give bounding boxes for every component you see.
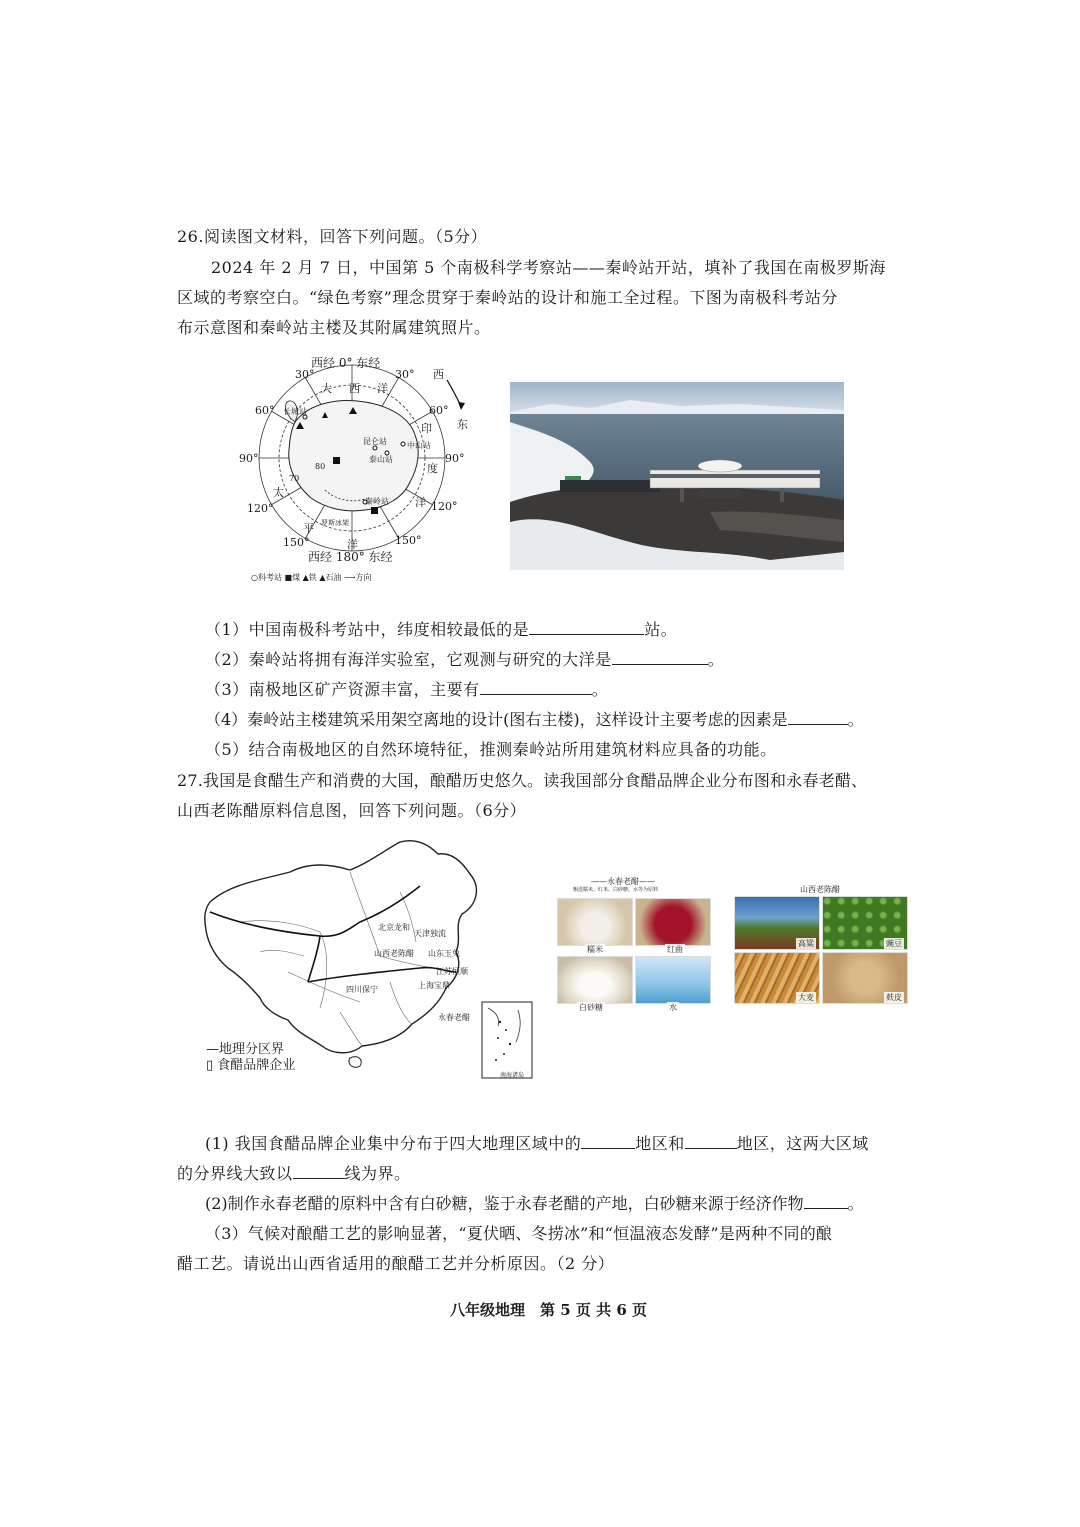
map-legend bbox=[251, 572, 372, 583]
ocean-char-1: 大 bbox=[321, 382, 332, 395]
q27-q1-blank-2[interactable] bbox=[685, 1134, 737, 1149]
legend-oil-icon: ▲ bbox=[319, 573, 326, 582]
shanxi-title: 山西老陈醋 bbox=[800, 885, 840, 894]
yongchun-title: ——永春老醋—— bbox=[591, 877, 655, 886]
q26-intro-line-1: 2024 年 2 月 7 日，中国第 5 个南极科学考察站——秦岭站开站，填补了我国在南极罗斯海 bbox=[211, 258, 886, 277]
q27-q2-blank[interactable] bbox=[804, 1194, 848, 1209]
tile-bran-label: 麸皮 bbox=[886, 993, 902, 1002]
tile-white-sugar bbox=[557, 956, 633, 1004]
tile-water-label: 水 bbox=[669, 1003, 677, 1012]
q27-q1-blank-3[interactable] bbox=[293, 1164, 345, 1179]
q26-question-4 bbox=[205, 709, 864, 731]
q26-title: 26.阅读图文材料，回答下列问题。（5分） bbox=[177, 227, 488, 246]
tile-red-yeast bbox=[635, 898, 711, 946]
ocean-char-3: 洋 bbox=[377, 382, 388, 395]
qinling-photo-graphic bbox=[510, 382, 844, 570]
lon-label-60w: 60° bbox=[255, 404, 275, 417]
brand-jiangsu: 江苏恒顺 bbox=[436, 967, 468, 976]
q26-q3-answer-blank[interactable] bbox=[480, 680, 592, 695]
q26-question-5: （5）结合南极地区的自然环境特征，推测秦岭站所用建筑材料应具备的功能。 bbox=[205, 740, 777, 759]
ocean-char-9: 洋 bbox=[347, 538, 358, 551]
page-footer: 八年级地理 第 5 页 共 6 页 bbox=[450, 1301, 647, 1319]
brand-shanghai: 上海宝鼎 bbox=[418, 981, 450, 990]
lat-label-80: 80 bbox=[315, 462, 326, 471]
q26-q4-answer-blank[interactable] bbox=[788, 710, 848, 725]
qinling-station-photo bbox=[510, 382, 844, 570]
q26-question-2 bbox=[205, 649, 724, 671]
compass-west: 西 bbox=[433, 368, 444, 381]
legend-coal-icon: ■ bbox=[284, 573, 293, 582]
q26-q3-text: （3）南极地区矿产资源丰富，主要有 bbox=[205, 680, 480, 699]
q27-question-2 bbox=[205, 1193, 864, 1215]
brand-tianjin: 天津独流 bbox=[414, 929, 446, 938]
lon-label-150w: 150° bbox=[283, 536, 310, 549]
tile-barley-label: 大麦 bbox=[798, 993, 814, 1002]
ocean-char-4: 印 bbox=[421, 422, 432, 435]
legend-direction-icon: ⟶ bbox=[344, 573, 356, 582]
tile-water bbox=[635, 956, 711, 1004]
q27-q2-text: (2)制作永春老醋的原料中含有白砂糖，鉴于永春老醋的产地，白砂糖来源于经济作物 bbox=[205, 1194, 804, 1213]
ocean-char-2: 西 bbox=[349, 382, 360, 395]
legend-iron-icon: ▲ bbox=[302, 573, 309, 582]
brand-shanxi: 山西老陈醋 bbox=[374, 949, 414, 958]
station-zhongshan: 中山站 bbox=[407, 441, 431, 450]
map-bottom-label: 西经 180° 东经 bbox=[308, 550, 393, 564]
q26-question-1 bbox=[205, 619, 677, 641]
lon-label-60e: 60° bbox=[429, 404, 449, 417]
map-inset-label: 南海诸岛 bbox=[500, 1072, 525, 1079]
q26-q4-text: （4）秦岭站主楼建筑采用架空离地的设计(图右主楼)，这样设计主要考虑的因素是 bbox=[205, 710, 788, 729]
brand-sichuan: 四川保宁 bbox=[346, 985, 378, 994]
lon-label-150e: 150° bbox=[395, 534, 422, 547]
q27-title-line-1: 27.我国是食醋生产和消费的大国，酿醋历史悠久。读我国部分食醋品牌企业分布图和永春老醋、 bbox=[177, 771, 868, 790]
lon-label-30e: 30° bbox=[395, 368, 415, 381]
lon-label-30w: 30° bbox=[295, 368, 315, 381]
q26-intro-line-2: 区域的考察空白。“绿色考察”理念贯穿于秦岭站的设计和施工全过程。下图为南极科考站分 bbox=[177, 288, 838, 307]
legend-boundary-icon: — bbox=[206, 1042, 219, 1057]
q26-q2-text: （2）秦岭站将拥有海洋实验室，它观测与研究的大洋是 bbox=[205, 650, 612, 669]
q27-q1-blank-1[interactable] bbox=[581, 1134, 635, 1149]
tile-pea-label: 豌豆 bbox=[886, 939, 902, 948]
legend-boundary: 地理分区界 bbox=[219, 1042, 285, 1057]
tile-glutinous-rice-label: 糯米 bbox=[587, 945, 603, 954]
legend-direction: 方向 bbox=[355, 573, 372, 582]
legend-brand: 食醋品牌企业 bbox=[217, 1058, 296, 1073]
q27-question-1-line-1 bbox=[205, 1133, 869, 1155]
map-top-label: 西经 0° 东经 bbox=[311, 356, 381, 370]
q27-q1-text-a: (1) 我国食醋品牌企业集中分布于四大地理区域中的 bbox=[205, 1134, 582, 1153]
legend-coal: 煤 bbox=[292, 573, 301, 582]
lat-label-70: 70 bbox=[289, 474, 300, 483]
shanxi-ingredients-panel bbox=[732, 884, 908, 1006]
q27-question-3-line-1: （3）气候对酿醋工艺的影响显著，“夏伏晒、冬捞冰”和“恒温液态发酵”是两种不同的酿 bbox=[205, 1224, 833, 1243]
legend-oil: 石油 bbox=[325, 573, 342, 582]
station-taishan: 泰山站 bbox=[369, 455, 393, 464]
brand-beijing: 北京龙和 bbox=[378, 923, 410, 932]
legend-station: 科考站 bbox=[257, 573, 282, 582]
lon-label-120e: 120° bbox=[431, 500, 458, 513]
china-map-legend bbox=[206, 1042, 295, 1074]
q26-q2-answer-blank[interactable] bbox=[612, 650, 708, 665]
q27-title-line-2: 山西老陈醋原料信息图，回答下列问题。（6分） bbox=[177, 801, 527, 820]
q26-q1-text: （1）中国南极科考站中，纬度相较最低的是 bbox=[205, 620, 530, 639]
china-vinegar-map bbox=[200, 832, 540, 1094]
q27-question-3-line-2: 醋工艺。请说出山西省适用的酿醋工艺并分析原因。（2 分） bbox=[177, 1254, 615, 1273]
antarctic-station-map bbox=[215, 350, 485, 590]
yongchun-subtitle: 甄选糯米、红米、白砂糖、水等为原料 bbox=[573, 887, 659, 893]
station-changcheng: 长城站 bbox=[283, 407, 307, 416]
q26-q3-suffix: 。 bbox=[591, 680, 609, 699]
q27-q1-text-b: 地区和 bbox=[635, 1134, 685, 1153]
brand-shandong: 山东玉兔 bbox=[428, 949, 460, 958]
q27-q1-text-e: 线为界。 bbox=[344, 1164, 411, 1183]
tile-glutinous-rice bbox=[557, 898, 633, 946]
q26-q1-suffix: 站。 bbox=[644, 620, 678, 639]
q27-q1-text-c: 地区，这两大区域 bbox=[736, 1134, 869, 1153]
q26-q4-suffix: 。 bbox=[847, 710, 864, 729]
station-qinling: 秦岭站 bbox=[365, 497, 389, 506]
yongchun-ingredients-panel bbox=[555, 876, 711, 1012]
ocean-char-8: 平 bbox=[303, 522, 314, 535]
legend-station-icon: ○ bbox=[251, 573, 258, 582]
tile-sorghum-label: 高粱 bbox=[798, 939, 814, 948]
ocean-char-5: 度 bbox=[427, 462, 438, 475]
brand-yongchun: 永春老醋 bbox=[438, 1013, 470, 1022]
q26-q1-answer-blank[interactable] bbox=[529, 620, 644, 635]
lon-label-90w: 90° bbox=[239, 452, 259, 465]
ice-shelf-label: 罗斯冰架 bbox=[321, 519, 349, 527]
ocean-char-7: 太 bbox=[273, 486, 284, 499]
ocean-char-6: 洋 bbox=[415, 496, 426, 509]
legend-iron: 铁 bbox=[308, 573, 317, 582]
q26-question-3 bbox=[205, 679, 608, 701]
q26-intro-line-3: 布示意图和秦岭站主楼及其附属建筑照片。 bbox=[177, 318, 491, 337]
q26-q2-suffix: 。 bbox=[707, 650, 725, 669]
q27-question-1-line-2 bbox=[177, 1163, 411, 1185]
tile-white-sugar-label: 白砂糖 bbox=[579, 1003, 603, 1012]
station-kunlun: 昆仑站 bbox=[363, 437, 387, 446]
lon-label-120w: 120° bbox=[247, 502, 274, 515]
compass-east: 东 bbox=[457, 418, 468, 431]
lon-label-90e: 90° bbox=[445, 452, 465, 465]
tile-red-yeast-label: 红曲 bbox=[667, 945, 683, 954]
q27-q2-suffix: 。 bbox=[847, 1194, 864, 1213]
legend-brand-icon: ▯ bbox=[206, 1058, 214, 1073]
q27-q1-text-d: 的分界线大致以 bbox=[177, 1164, 293, 1183]
